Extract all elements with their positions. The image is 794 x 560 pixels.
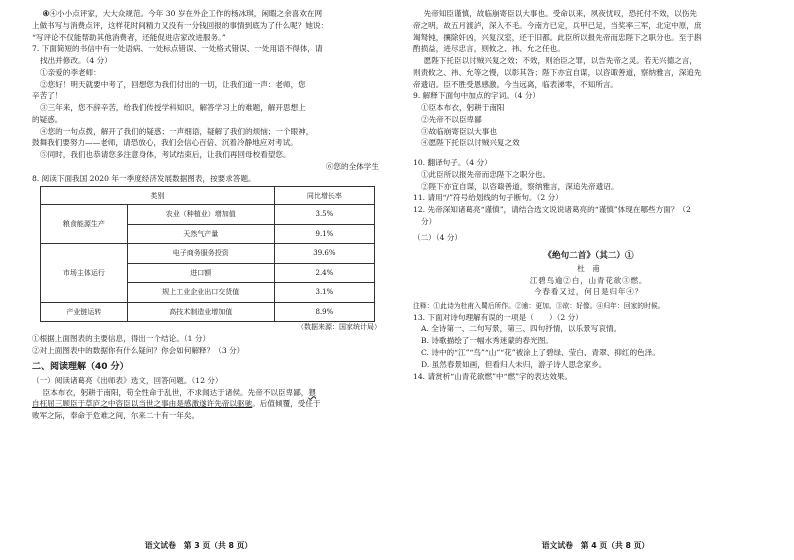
- intro-line-1: ④④小小点评家，大大众规范。今年 30 岁在外企工作的杨冰琪，闲暇之余喜欢在网: [42, 9, 323, 18]
- q10-stem: 10. 翻译句子。（4 分）: [413, 158, 492, 168]
- table-value-cell: 8.9%: [274, 302, 374, 322]
- q14-stem: 14. 请赏析“山青花欲燃”中“燃”字的表达效果。: [413, 371, 573, 381]
- table-row: [41, 244, 375, 264]
- q7-stem-1: 7. 下面简短的书信中有一处语病、一处标点错误、一处格式错误、一处用语不得体，请: [32, 44, 323, 54]
- table-item-cell: 天然气产量: [127, 224, 274, 244]
- table-value-cell: 9.1%: [274, 224, 374, 244]
- q7-stem-2: 找出并修改。（4 分）: [40, 56, 112, 66]
- text-line-1: 先帝知臣谨慎，故临崩寄臣以大事也。受命以来，夙夜忧叹，恐托付不效，以伤先: [423, 9, 697, 18]
- intro-text-1: ④小小点评家，大大众规范。今年 30 岁在外企工作的杨冰琪，闲暇之余喜欢在网: [49, 9, 323, 18]
- table-group-cell: 市场主体运行: [41, 244, 128, 303]
- q7-line-5: 的疑惑。: [32, 114, 63, 124]
- table-header-row: [41, 187, 375, 205]
- text-line-5: 愿陛下托臣以讨贼兴复之效；不效，则治臣之罪，以告先帝之灵。若无兴德之言，: [423, 56, 697, 66]
- q13-option-d: D. 虽然春景如画，但看归人未归，游子诗人思念家乡。: [421, 359, 607, 369]
- table-value-cell: 2.4%: [274, 263, 374, 283]
- q9-stem: 9. 解释下面句中加点的字词。（4 分）: [413, 91, 541, 101]
- text-line-3: 竭驽钝，攘除奸凶，兴复汉室，还于旧都。此臣所以报先帝而忠陛下之职分也。至于斟: [413, 32, 702, 42]
- text-line-6: 则责攸之、祎、允等之慢，以彰其咎；陛下亦宜自谋，以咨诹善道，察纳雅言，深追先: [413, 67, 702, 77]
- q8-sub-1: ①根据上面图表的主要信息，得出一个结论。（1 分）: [32, 334, 211, 344]
- text-line-4: 酌损益，进尽忠言，则攸之、祎、允之任也。: [413, 44, 565, 54]
- q13-option-c: C. 诗中的“江”“鸟”“山”“花”被涂上了碧绿、莹白、青翠、抑红的色泽。: [421, 347, 660, 357]
- footer-page-4: 语文试卷 第 4 页（共 8 页）: [541, 540, 650, 550]
- q12-stem-2: 分）: [421, 217, 437, 227]
- table-value-cell: 3.1%: [274, 283, 374, 303]
- q7-line-8: ⑤同时，我们也恭请您多注意身体，考试结束后，让我们再回母校看望您。: [40, 150, 291, 160]
- reading1-line-1-text: 臣本布衣，躬耕于南阳，苟全性命于乱世，不求闻达于诸侯。先帝不以臣卑鄙，: [42, 387, 309, 397]
- q7-signature: ⑥您的全体学生: [325, 161, 379, 171]
- table-value-cell: 3.5%: [274, 205, 374, 225]
- poem-title: 《绝句二首》（其二）①: [543, 250, 634, 261]
- q9-item-2: ②先帝不以臣卑鄙: [421, 114, 482, 124]
- q7-line-4: ③三年来，您不辞辛苦，给我们传授学科知识，解答学习上的难题，解开思想上: [40, 103, 306, 113]
- reading1-line-2-rest: 。后值倾覆，受任于: [252, 399, 321, 409]
- table-row: [41, 205, 375, 225]
- reading2-title: （二）（4 分）: [413, 232, 463, 242]
- table-item-cell: 电子商务服务投资: [127, 244, 274, 264]
- table-item-cell: 规上工业企业出口交货值: [127, 283, 274, 303]
- q11-stem: 11. 请用“/”符号给划线的句子断句。（2 分）: [413, 193, 563, 203]
- q8-sub-2: ②对上面图表中的数据你有什么疑问？你会如何解释？（3 分）: [32, 346, 245, 356]
- section-reading-title: 二、阅读理解（40 分）: [32, 361, 129, 372]
- page-4: [397, 0, 794, 560]
- q7-line-1: ①亲爱的李老师：: [40, 67, 101, 77]
- q7-line-2: ②您好！明天就要中考了，回想您为我们付出的一切，让我们道一声：老师，您: [40, 79, 306, 89]
- poem-line-2: 今春看又过，何日是归年④？: [533, 287, 644, 297]
- intro-line-2: 上做书写与消费点评，这样花时间精力又没有一分钱回报的事情到底为了什么呢？她说：: [32, 20, 329, 30]
- text-line-2: 帝之明，故五月渡泸，深入不毛。今南方已定，兵甲已足，当奖率三军，北定中原，庶: [413, 20, 702, 30]
- q7-line-6: ④您的一句点拨，解开了我们的疑惑；一声细语，疑解了我们的烦恼；一个眼神，: [40, 126, 314, 136]
- poem-line-1: 江碧鸟逾②白，山青花欲③燃。: [529, 275, 648, 285]
- reading1-line-1: [32, 387, 383, 399]
- q12-stem-1: 12. 先帝深知诸葛亮“谨慎”，请结合选文说说诸葛亮的“谨慎”体现在哪些方面？（2: [413, 205, 691, 215]
- table-item-cell: 进口额: [127, 263, 274, 283]
- reading1-line-2: [32, 398, 383, 410]
- table-group-cell: 粮食能源生产: [41, 205, 128, 244]
- q13-stem: 13. 下面对诗句理解有误的一项是（ ）（2 分）: [413, 312, 583, 322]
- q10-item-1: ①此臣所以报先帝而忠陛下之职分也。: [421, 169, 551, 179]
- q13-option-a: A. 全诗第一、二句写景，第三、四句抒情，以乐景写哀情。: [421, 324, 622, 334]
- reading1-marked-char: 猥: [308, 387, 316, 397]
- text-line-7: 帝遗诏。臣不胜受恩感激。今当远离，临表涕零，不知所言。: [413, 79, 619, 89]
- q9-item-4: ④愿陛下托臣以讨贼兴复之效: [421, 138, 520, 148]
- footer-page-3: 语文试卷 第 3 页（共 8 页）: [144, 540, 253, 550]
- table-item-cell: 农业（种植业）增加值: [127, 205, 274, 225]
- table-source: （数据来源：国家统计局）: [297, 323, 381, 332]
- q9-item-1: ①臣本布衣，躬耕于南阳: [421, 103, 505, 113]
- table-value-cell: 39.6%: [274, 244, 374, 264]
- q7-line-7: 鼓舞我们要努力——老师，请恐放心，我们会信心百倍、沉着冷静地应对考试。: [32, 138, 298, 148]
- table-header-growth: 同比增长率: [274, 187, 374, 205]
- reading1-line-3: 败军之际，奉命于危难之间，尔来二十有一年矣。: [32, 411, 200, 421]
- table-item-cell: 高技术制造业增加值: [127, 302, 274, 322]
- poem-notes: 注释：①此诗为杜甫入蜀后所作。②逾：更加。③欲：好像。④归年：回家的时候。: [413, 302, 665, 311]
- intro-line-3: “写评论不仅能帮助其他消费者，还能促进店家改进服务。”: [32, 32, 226, 42]
- q13-option-b: B. 诗歌描绘了一幅水秀迷蒙的春光图。: [421, 336, 553, 346]
- q7-line-3: 辛苦了！: [32, 91, 63, 101]
- economy-table: [40, 186, 375, 322]
- reading1-title: （一）阅读诸葛亮《出师表》选文，回答问题。（12 分）: [32, 375, 223, 385]
- table-header-category: 类别: [41, 187, 275, 205]
- table-group-cell: 产业链运转: [41, 302, 128, 322]
- q9-item-3: ③故临崩寄臣以大事也: [421, 126, 497, 136]
- q8-stem: 8. 阅读下面我国 2020 年一季度经济发展数据图表，按要求答题。: [32, 173, 256, 183]
- reading1-underlined-sentence: 自枉屈三顾臣于草庐之中咨臣以当世之事由是感激遂许先帝以驱驰: [32, 399, 253, 409]
- poem-author: 杜 甫: [577, 263, 600, 273]
- table-row: [41, 302, 375, 322]
- q10-item-2: ②陛下亦宜自谋，以咨诹善道，察纳雅言，深追先帝遗诏。: [421, 181, 619, 191]
